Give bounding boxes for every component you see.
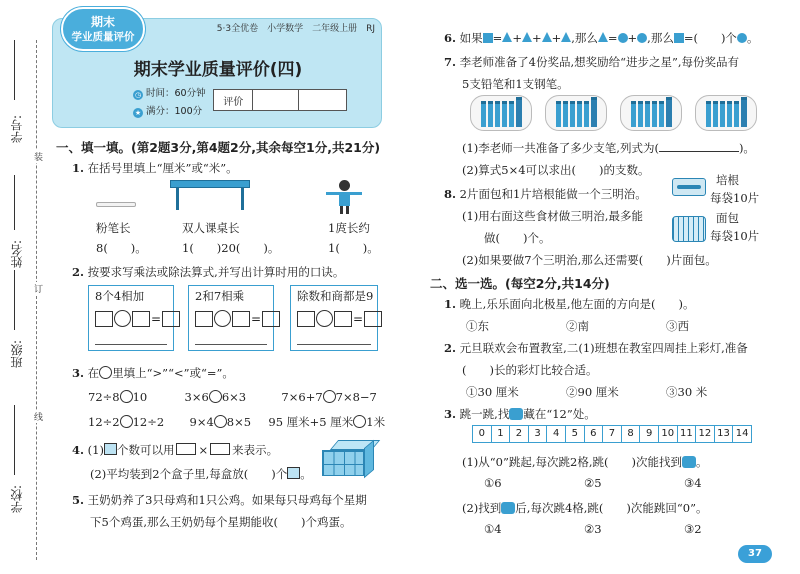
s3-number: 3.	[444, 407, 457, 421]
s3-1-opt-3[interactable]: ③4	[684, 476, 702, 490]
q1-text: 在括号里填上“厘米”或“米”。	[87, 161, 238, 175]
s2-line-2: ( )长的彩灯比较合适。	[462, 363, 598, 377]
s3-2-text-b: 后,每次跳4格,跳( )次能跳回“0”。	[515, 501, 708, 515]
s3-1	[462, 454, 707, 470]
q7-1: (1)李老师一共准备了多少支笔,列式为( )。	[462, 141, 755, 155]
q8-line-3[interactable]: 做( )个。	[484, 231, 551, 245]
q2-box-3	[290, 285, 378, 351]
number-line-cell: 10	[659, 426, 678, 442]
q6-then: ,那么	[647, 31, 674, 45]
q4-2-end: 。	[300, 467, 312, 481]
badge-line2: 学业质量评价	[71, 31, 135, 43]
mark-zhuang: 装	[32, 152, 42, 161]
triangle-icon	[502, 32, 512, 42]
bacon-image	[672, 178, 706, 196]
triangle-icon	[522, 32, 532, 42]
bacon-pack: 每袋10片	[710, 191, 760, 205]
q2-box-3-equation[interactable]: =	[297, 310, 382, 327]
q3-r2-a: 12÷2	[88, 415, 120, 429]
s3-1-opt-1[interactable]: ①6	[484, 476, 502, 490]
q3-r2-f: 1米	[366, 415, 386, 429]
q1-blank-tuo[interactable]: 1( )。	[328, 241, 379, 255]
q3-r1-d: 6×3	[221, 390, 247, 404]
q3-r2-b: 12÷2	[132, 415, 165, 429]
q4-box-1[interactable]	[176, 443, 196, 455]
s3-1-end: 。	[695, 455, 708, 469]
number-line-cell: 0	[473, 426, 492, 442]
q3-r2-e: 95 厘米+5 厘米	[268, 415, 354, 429]
star-icon: ★	[134, 109, 142, 117]
s3-1-text: (1)从“0”跳起,每次跳2格,跳( )次能找到	[462, 455, 682, 469]
s3	[444, 406, 596, 422]
circle-icon	[737, 33, 747, 43]
cut-line	[36, 40, 37, 560]
number-line	[472, 425, 752, 443]
s1-number: 1.	[444, 297, 457, 311]
cube-stack-image	[322, 436, 378, 476]
q2-number: 2.	[72, 265, 85, 279]
q4-2	[90, 466, 312, 482]
name-field[interactable]	[14, 175, 15, 230]
s2-opt-1[interactable]: ①30 厘米	[466, 385, 519, 399]
triangle-icon	[542, 32, 552, 42]
circle-icon	[618, 33, 628, 43]
q1-blank-chalk[interactable]: 8( )。	[96, 241, 147, 255]
pencil-set-4	[695, 95, 757, 131]
student-id-field[interactable]	[14, 40, 15, 100]
q6-text-a: 如果	[459, 31, 483, 45]
q2-text: 按要求写乘法或除法算式,并写出计算时用的口诀。	[87, 265, 345, 279]
exam-title: 期末学业质量评价(四)	[133, 60, 303, 80]
bread-label: 面包	[716, 211, 739, 225]
number-line-cell: 6	[585, 426, 604, 442]
q4-1	[72, 442, 278, 458]
q1-label-tuo: 1庹长约	[328, 221, 370, 235]
q2-box-1-label: 8个4相加	[95, 289, 145, 303]
score-label: 评价	[214, 90, 253, 110]
full-score-text: 满分：100分	[146, 106, 203, 117]
s3-text-a: 跳一跳,找	[459, 407, 510, 421]
q3-r2-circle-1[interactable]	[120, 415, 133, 428]
q4-times: ×	[198, 443, 209, 457]
q6-eq: =	[492, 31, 503, 45]
series-info: 5·3全优卷 小学数学 二年级上册 RJ	[216, 24, 375, 34]
q3-r1-f: 7×8−7	[335, 390, 377, 404]
badge-line1: 期末	[90, 15, 115, 29]
q7-text-1: 李老师准备了4份奖品,想奖励给“进步之星”,每份奖品有	[459, 55, 740, 69]
q6-plus-1: +	[512, 31, 522, 45]
full-score-info	[133, 103, 202, 118]
circle-icon	[637, 33, 647, 43]
q6-plus-4: +	[627, 31, 638, 45]
section-1-title: 一、填一填。(第2题3分,第4题2分,其余每空1分,共21分)	[56, 140, 381, 155]
number-line-cell: 3	[529, 426, 548, 442]
binding-margin	[0, 0, 52, 574]
q4-number: 4.	[72, 443, 85, 457]
clock-icon: ◷	[134, 91, 142, 99]
q3-r1-e: 7×6+7	[281, 390, 323, 404]
class-label: 班级:	[10, 340, 24, 369]
q6-number: 6.	[444, 31, 457, 45]
q6-plus-2: +	[531, 31, 542, 45]
s2-text-1: 元旦联欢会布置教室,二(1)班想在教室四周挂上彩灯,准备	[459, 341, 748, 355]
q3-circle-icon	[99, 366, 112, 379]
q2-box-3-label: 除数和商都是9	[297, 289, 374, 303]
pencil-set-1	[470, 95, 532, 131]
q4-box-2[interactable]	[210, 443, 230, 455]
q8-line-2: (1)用右面这些食材做三明治,最多能	[462, 209, 643, 223]
q3-r2-c: 9×4	[189, 415, 214, 429]
q5-line-1	[72, 492, 367, 508]
q1-blank-desk[interactable]: 1( )20( )。	[182, 241, 280, 255]
s1-opt-1[interactable]: ①东	[466, 319, 489, 333]
exam-badge	[61, 7, 145, 51]
pencil-set-2	[545, 95, 607, 131]
q3-row-2	[88, 414, 385, 430]
q6-blank[interactable]: =( )个	[683, 31, 737, 45]
bow-icon	[509, 408, 523, 420]
q8-number: 8.	[444, 187, 457, 201]
cube-icon	[104, 443, 117, 455]
time-text: 时间：60分钟	[146, 88, 206, 99]
q3	[72, 365, 234, 381]
number-line-cell: 7	[603, 426, 622, 442]
cube-icon-2	[287, 467, 300, 479]
s3-2	[462, 500, 707, 516]
number-line-cell: 9	[640, 426, 659, 442]
s2-opt-3[interactable]: ③30 米	[666, 385, 708, 399]
bread-image	[672, 216, 706, 242]
q2-box-2-equation[interactable]: =	[195, 310, 280, 327]
q2	[72, 264, 344, 280]
q1-label-desk: 双人课桌长	[182, 221, 240, 235]
q3-r2-circle-3[interactable]	[353, 415, 366, 428]
q1	[72, 160, 238, 176]
q7-line-2: 5支铅笔和1支钢笔。	[462, 77, 569, 91]
q3-r1-b: 10	[132, 390, 148, 404]
score-field-2[interactable]	[299, 90, 346, 110]
q2-box-2-label: 2和7相乘	[195, 289, 245, 303]
s2-number: 2.	[444, 341, 457, 355]
q3-row-1	[88, 390, 377, 404]
q7-1-blank[interactable]	[659, 151, 739, 152]
q3-r1-circle-1[interactable]	[120, 390, 133, 403]
triangle-icon	[598, 32, 608, 42]
mark-ding: 订	[32, 284, 42, 293]
q7-1-text: (1)李老师一共准备了多少支笔,列式为(	[462, 141, 659, 155]
q3-r2-circle-2[interactable]	[214, 415, 227, 428]
bow-icon	[682, 456, 696, 468]
q2-box-1-line[interactable]	[95, 344, 167, 345]
q3-r1-circle-2[interactable]	[209, 390, 222, 403]
name-label: 姓名:	[10, 240, 24, 269]
s3-2-opt-2[interactable]: ②3	[584, 522, 602, 536]
desk-image	[170, 180, 250, 210]
number-line-cell: 14	[735, 428, 749, 439]
q8-line-4[interactable]: (2)如果要做7个三明治,那么还需要( )片面包。	[462, 253, 717, 267]
number-line-cell: 13	[715, 426, 734, 442]
s1-opt-3[interactable]: ③西	[666, 319, 689, 333]
q1-number: 1.	[72, 161, 85, 175]
number-line-cell: 1	[492, 426, 511, 442]
q4-1-text: 个数可以用	[116, 443, 175, 457]
s2-opt-2[interactable]: ②90 厘米	[566, 385, 619, 399]
number-line-cell: 4	[547, 426, 566, 442]
s1-text: 晚上,乐乐面向北极星,他左面的方向是( )。	[459, 297, 695, 311]
q6-plus-3: +	[551, 31, 562, 45]
q2-box-1	[88, 285, 174, 351]
q6	[444, 30, 758, 46]
q8-line-1	[444, 186, 647, 202]
bacon-label: 培根	[716, 173, 739, 187]
q6-end: 。	[746, 31, 759, 45]
s3-1-opt-2[interactable]: ②5	[584, 476, 602, 490]
number-line-cell: 2	[510, 426, 529, 442]
q6-comma: ,那么	[571, 31, 598, 45]
square-icon	[674, 33, 684, 43]
school-field[interactable]	[14, 405, 15, 475]
s1	[444, 296, 694, 312]
q4-2-text: (2)平均装到2个盒子里,每盒放( )个	[90, 467, 288, 481]
square-icon	[483, 33, 493, 43]
q2-box-2-line[interactable]	[195, 344, 267, 345]
triangle-icon	[561, 32, 571, 42]
q2-box-3-line[interactable]	[297, 344, 371, 345]
q4-1-end: 来表示。	[232, 443, 279, 457]
q6-eq-2: =	[607, 31, 618, 45]
q4-1-prefix: (1)	[87, 443, 104, 457]
student-id-label: 学号:	[10, 115, 24, 144]
q3-text-a: 在	[87, 366, 100, 380]
q7-2[interactable]: (2)算式5×4可以求出( )的支数。	[462, 163, 650, 177]
s3-2-text-a: (2)找到	[462, 501, 502, 515]
s3-2-opt-1[interactable]: ①4	[484, 522, 502, 536]
s3-text-b: 藏在“12”处。	[523, 407, 596, 421]
number-line-cell: 12	[696, 426, 715, 442]
section-2-title: 二、选一选。(每空2分,共14分)	[430, 276, 610, 291]
mark-xian: 线	[32, 412, 42, 421]
q5-line-2: 下5个鸡蛋,那么王奶奶每个星期能收( )个鸡蛋。	[90, 515, 352, 529]
page-number: 37	[738, 545, 772, 563]
s1-opt-2[interactable]: ②南	[566, 319, 589, 333]
q3-r2-d: 8×5	[226, 415, 252, 429]
q3-r1-circle-3[interactable]	[323, 390, 336, 403]
s2-line-1	[444, 340, 748, 356]
time-info	[133, 85, 206, 100]
q3-text-b: 里填上“>”“<”或“=”。	[112, 366, 234, 380]
q7-line-1	[444, 54, 739, 70]
class-field[interactable]	[14, 270, 15, 330]
school-label: 学校:	[10, 485, 24, 514]
number-line-cell: 5	[566, 426, 585, 442]
q5-text-1: 王奶奶养了3只母鸡和1只公鸡。如果每只母鸡每个星期	[87, 493, 367, 507]
number-line-cell: 8	[622, 426, 641, 442]
number-line-cell: 11	[678, 426, 697, 442]
q3-r1-c: 3×6	[184, 390, 209, 404]
exam-header	[52, 15, 382, 128]
q8-text-1: 2片面包和1片培根能做一个三明治。	[459, 187, 647, 201]
q1-label-chalk: 粉笔长	[96, 221, 131, 235]
chalk-image	[96, 202, 136, 207]
bread-pack: 每袋10片	[710, 229, 760, 243]
q3-r1-a: 72÷8	[88, 390, 120, 404]
pencil-set-3	[620, 95, 682, 131]
score-field-1[interactable]	[253, 90, 298, 110]
q3-number: 3.	[72, 366, 85, 380]
q2-box-2	[188, 285, 274, 351]
child-arms-image	[326, 180, 362, 214]
s3-2-opt-3[interactable]: ③2	[684, 522, 702, 536]
q7-number: 7.	[444, 55, 457, 69]
score-box	[213, 89, 347, 111]
q5-number: 5.	[72, 493, 85, 507]
bow-icon	[501, 502, 515, 514]
q2-box-1-equation[interactable]: =	[95, 310, 180, 327]
